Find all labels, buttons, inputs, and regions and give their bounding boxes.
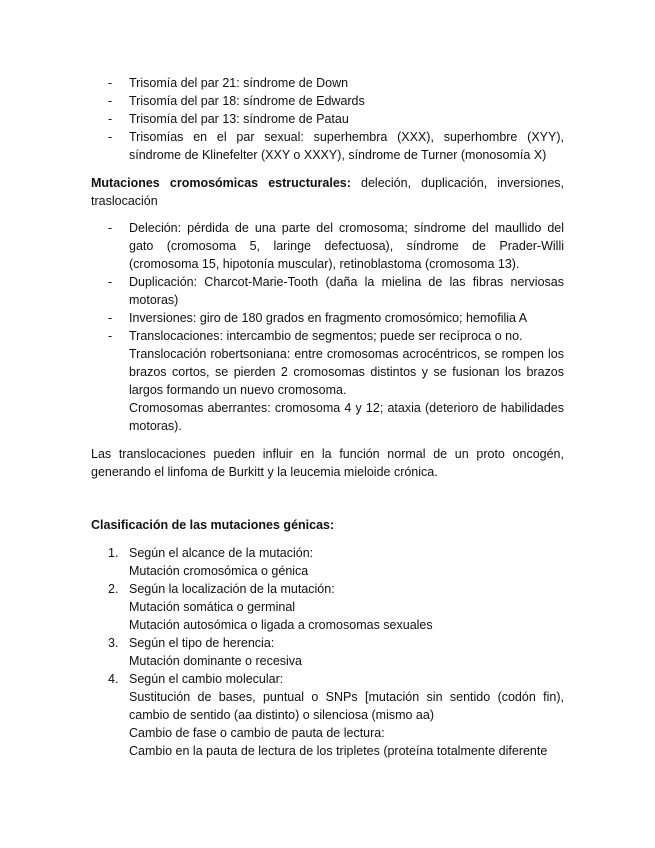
bullet-dash: - bbox=[108, 112, 113, 126]
item-number: 1. bbox=[108, 546, 119, 560]
bullet-dash: - bbox=[108, 311, 113, 325]
bullet-dash: - bbox=[108, 94, 113, 108]
list-item-text: Inversiones: giro de 180 grados en fragmento cromosómico; hemofilia A bbox=[129, 311, 528, 325]
list-item bbox=[91, 74, 564, 92]
list-item-text: Translocaciones: intercambio de segmentos; puede ser recíproca o no. bbox=[129, 329, 523, 343]
item-number: 3. bbox=[108, 636, 119, 650]
bullet-dash: - bbox=[108, 221, 113, 235]
item-line: Mutación dominante o recesiva bbox=[129, 654, 303, 668]
list-item-text: Trisomía del par 13: síndrome de Patau bbox=[129, 112, 349, 126]
item-number: 4. bbox=[108, 672, 119, 686]
list-item bbox=[91, 309, 564, 327]
classification-list bbox=[91, 544, 564, 760]
bullet-dash: - bbox=[108, 329, 113, 343]
item-line: Sustitución de bases, puntual o SNPs [mutación sin sentido (codón fin), cambio de sentido (aa distinto) o silenciosa (mismo aa) bbox=[129, 690, 564, 722]
numbered-item bbox=[91, 670, 564, 760]
list-item bbox=[91, 273, 564, 309]
item-line: Cambio en la pauta de lectura de los tripletes (proteína totalmente diferente bbox=[129, 744, 548, 758]
trisomy-list bbox=[91, 74, 564, 164]
classification-heading bbox=[91, 516, 564, 534]
numbered-item bbox=[91, 634, 564, 670]
item-title: Según el alcance de la mutación: bbox=[129, 546, 314, 560]
list-item bbox=[91, 327, 564, 435]
list-item-text: Duplicación: Charcot-Marie-Tooth (daña la mielina de las fibras nerviosas motoras) bbox=[129, 275, 564, 307]
translocation-paragraph: Las translocaciones pueden influir en la función normal de un proto oncogén, generando el linfoma de Burkitt y la leucemia mieloide crónica. bbox=[91, 447, 564, 479]
item-title: Según el cambio molecular: bbox=[129, 672, 284, 686]
list-item bbox=[91, 92, 564, 110]
list-item-text: Trisomías en el par sexual: superhembra (XXX), superhombre (XYY), síndrome de Klinefelter (XXY o XXXY), síndrome de Turner (monosomía X) bbox=[129, 130, 564, 162]
item-line: Cambio de fase o cambio de pauta de lectura: bbox=[129, 726, 385, 740]
item-number: 2. bbox=[108, 582, 119, 596]
bullet-dash: - bbox=[108, 130, 113, 144]
bullet-dash: - bbox=[108, 275, 113, 289]
structural-heading bbox=[91, 174, 564, 210]
structural-heading-bold: Mutaciones cromosómicas estructurales: bbox=[91, 176, 351, 190]
list-item bbox=[91, 128, 564, 164]
item-line: Mutación somática o germinal bbox=[129, 600, 296, 614]
list-item bbox=[91, 110, 564, 128]
item-line: Mutación cromosómica o génica bbox=[129, 564, 309, 578]
list-item-text: Trisomía del par 21: síndrome de Down bbox=[129, 76, 349, 90]
list-item bbox=[91, 219, 564, 273]
classification-heading-bold: Clasificación de las mutaciones génicas: bbox=[91, 518, 335, 532]
bullet-dash: - bbox=[108, 76, 113, 90]
structural-heading-text: deleción, duplicación, inversiones, traslocación bbox=[91, 176, 564, 208]
item-line: Mutación autosómica o ligada a cromosomas sexuales bbox=[129, 618, 433, 632]
list-item-text: Deleción: pérdida de una parte del cromosoma; síndrome del maullido del gato (cromosoma 5, laringe defectuosa), síndrome de Prader-Willi (cromosoma 15, hipotonía muscular), retinoblastoma (cromosoma 13). bbox=[129, 221, 564, 271]
robertsonian-text: Translocación robertsoniana: entre cromosomas acrocéntricos, se rompen los brazos cortos, se pierden 2 cromosomas distintos y se fusionan los brazos largos formando un nuevo cromosoma. bbox=[129, 347, 564, 397]
item-title: Según el tipo de herencia: bbox=[129, 636, 275, 650]
aberrant-chromosomes-text: Cromosomas aberrantes: cromosoma 4 y 12; ataxia (deterioro de habilidades motoras). bbox=[129, 401, 564, 433]
numbered-item bbox=[91, 544, 564, 580]
structural-list bbox=[91, 219, 564, 435]
list-item-text: Trisomía del par 18: síndrome de Edwards bbox=[129, 94, 365, 108]
numbered-item bbox=[91, 580, 564, 634]
item-title: Según la localización de la mutación: bbox=[129, 582, 335, 596]
